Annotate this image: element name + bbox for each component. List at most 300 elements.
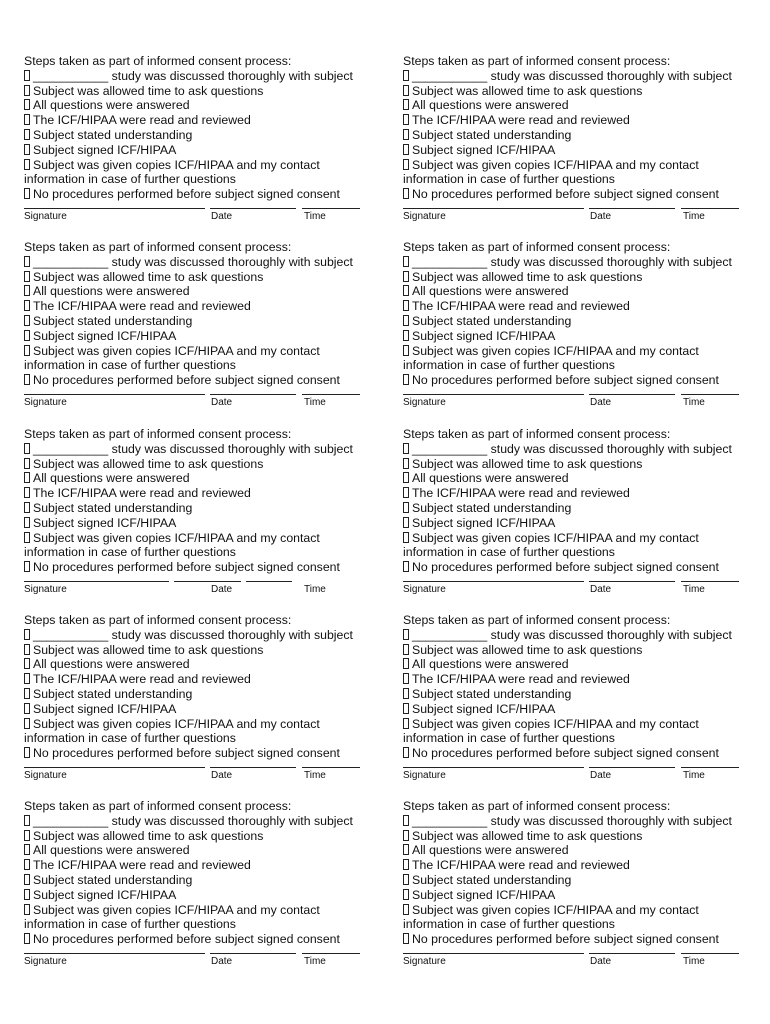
checkbox-icon[interactable] [403, 644, 409, 655]
checklist-item [24, 501, 376, 516]
signature-label: Signature [24, 584, 67, 595]
item-label: Subject was allowed time to ask questions [412, 828, 643, 843]
signature-label: Signature [24, 211, 67, 222]
signature-row [403, 394, 755, 414]
checklist-item [403, 843, 755, 858]
item-label: The ICF/HIPAA were read and reviewed [33, 486, 251, 501]
study-name-blank[interactable]: ___________ [33, 813, 109, 828]
item-label: Subject was given copies ICF/HIPAA and my contact [412, 157, 699, 172]
time-line[interactable] [302, 394, 360, 395]
time-label: Time [683, 211, 705, 222]
block-heading: Steps taken as part of informed consent process: [24, 427, 292, 441]
checkbox-icon[interactable] [24, 933, 30, 944]
item-label: Subject was given copies ICF/HIPAA and my contact [412, 716, 699, 731]
time-line[interactable] [681, 953, 739, 954]
item-label: All questions were answered [33, 657, 190, 672]
checkbox-icon[interactable] [24, 502, 30, 513]
checkbox-icon[interactable] [403, 532, 409, 543]
date-line[interactable] [589, 581, 675, 582]
checkbox-icon[interactable] [403, 256, 409, 267]
checkbox-icon[interactable] [24, 561, 30, 572]
date-line[interactable] [589, 208, 675, 209]
time-label: Time [683, 397, 705, 408]
checklist-item [403, 344, 755, 359]
item-label: The ICF/HIPAA were read and reviewed [412, 486, 630, 501]
checklist-item [24, 858, 376, 873]
checkbox-icon[interactable] [403, 70, 409, 81]
consent-block [403, 427, 755, 595]
signature-line[interactable] [24, 394, 205, 395]
checkbox-icon[interactable] [24, 374, 30, 385]
checkbox-icon[interactable] [403, 718, 409, 729]
item-label: No procedures performed before subject signed consent [412, 187, 719, 202]
checkbox-icon[interactable] [403, 517, 409, 528]
item-label: Subject stated understanding [412, 872, 572, 887]
item-label: information in case of further questions [403, 358, 615, 373]
time-label: Time [304, 770, 326, 781]
time-line[interactable] [302, 953, 360, 954]
checklist-item [24, 888, 376, 903]
checkbox-icon[interactable] [24, 815, 30, 826]
checklist-item [403, 98, 755, 113]
checklist-item-continued [403, 917, 755, 932]
time-label: Time [304, 211, 326, 222]
consent-block [403, 240, 755, 408]
checkbox-icon[interactable] [403, 658, 409, 669]
signature-label: Signature [403, 211, 446, 222]
checkbox-icon[interactable] [403, 374, 409, 385]
checkbox-icon[interactable] [24, 443, 30, 454]
date-label: Date [211, 770, 233, 781]
checklist-item [24, 84, 376, 99]
item-label: All questions were answered [412, 284, 569, 299]
checkbox-icon[interactable] [24, 159, 30, 170]
checkbox-icon[interactable] [24, 345, 30, 356]
consent-block [403, 613, 755, 781]
checklist-item [403, 873, 755, 888]
date-line[interactable] [210, 953, 296, 954]
checkbox-icon[interactable] [403, 443, 409, 454]
signature-label: Signature [24, 397, 67, 408]
item-label: The ICF/HIPAA were read and reviewed [412, 299, 630, 314]
date-line[interactable] [210, 208, 296, 209]
block-heading: Steps taken as part of informed consent process: [403, 427, 671, 441]
signature-label: Signature [403, 956, 446, 967]
signature-line[interactable] [24, 953, 205, 954]
signature-line[interactable] [403, 767, 584, 768]
checkbox-icon[interactable] [24, 487, 30, 498]
item-label: Subject signed ICF/HIPAA [33, 701, 177, 716]
checkbox-icon[interactable] [24, 144, 30, 155]
time-line[interactable] [246, 581, 292, 582]
checklist-item-continued [24, 731, 376, 746]
signature-label: Signature [403, 770, 446, 781]
time-line[interactable] [681, 208, 739, 209]
checklist-item [403, 858, 755, 873]
checklist-item [24, 143, 376, 158]
time-label: Time [683, 770, 705, 781]
item-label: No procedures performed before subject signed consent [412, 560, 719, 575]
item-label: Subject was allowed time to ask questions [33, 83, 264, 98]
checklist-item [403, 903, 755, 918]
item-label: study was discussed thoroughly with subject [490, 813, 732, 828]
checkbox-icon[interactable] [403, 458, 409, 469]
item-label: No procedures performed before subject signed consent [33, 187, 340, 202]
checkbox-icon[interactable] [403, 747, 409, 758]
time-line[interactable] [681, 394, 739, 395]
item-label: study was discussed thoroughly with subject [111, 813, 353, 828]
item-label: Subject signed ICF/HIPAA [33, 515, 177, 530]
checkbox-icon[interactable] [403, 285, 409, 296]
date-label: Date [590, 397, 612, 408]
checklist-item [403, 270, 755, 285]
item-label: Subject signed ICF/HIPAA [33, 328, 177, 343]
checklist-item [24, 69, 376, 84]
checkbox-icon[interactable] [24, 315, 30, 326]
checklist-item [24, 814, 376, 829]
checkbox-icon[interactable] [24, 70, 30, 81]
checkbox-icon[interactable] [403, 673, 409, 684]
study-name-blank[interactable]: ___________ [412, 68, 488, 83]
checklist-item [24, 329, 376, 344]
signature-line[interactable] [403, 208, 584, 209]
checklist-item [403, 128, 755, 143]
checkbox-icon[interactable] [24, 129, 30, 140]
item-label: study was discussed thoroughly with subject [111, 627, 353, 642]
block-heading: Steps taken as part of informed consent process: [24, 799, 292, 813]
checklist-item [24, 158, 376, 173]
consent-block [24, 54, 376, 222]
item-label: information in case of further questions [403, 172, 615, 187]
checklist-item [24, 687, 376, 702]
date-line[interactable] [174, 581, 241, 582]
time-label: Time [304, 397, 326, 408]
checkbox-icon[interactable] [24, 718, 30, 729]
item-label: information in case of further questions [403, 731, 615, 746]
checklist-item-continued [403, 358, 755, 373]
checkbox-icon[interactable] [24, 517, 30, 528]
checklist-item [403, 814, 755, 829]
item-label: The ICF/HIPAA were read and reviewed [33, 858, 251, 873]
signature-row [24, 953, 376, 973]
time-line[interactable] [681, 767, 739, 768]
checkbox-icon[interactable] [24, 673, 30, 684]
signature-row [403, 208, 755, 228]
checkbox-icon[interactable] [403, 315, 409, 326]
signature-row [403, 767, 755, 787]
study-name-blank[interactable]: ___________ [33, 68, 109, 83]
item-label: Subject was allowed time to ask questions [33, 269, 264, 284]
signature-line[interactable] [24, 767, 205, 768]
date-line[interactable] [589, 767, 675, 768]
checklist-item [24, 531, 376, 546]
time-label: Time [304, 956, 326, 967]
study-name-blank[interactable]: ___________ [33, 627, 109, 642]
checkbox-icon[interactable] [403, 859, 409, 870]
checkbox-icon[interactable] [403, 330, 409, 341]
signature-row [24, 581, 376, 601]
checklist-item [24, 643, 376, 658]
checklist-item [403, 471, 755, 486]
item-label: Subject was given copies ICF/HIPAA and my contact [33, 343, 320, 358]
block-heading: Steps taken as part of informed consent process: [24, 54, 292, 68]
checklist-item [403, 457, 755, 472]
item-label: The ICF/HIPAA were read and reviewed [412, 672, 630, 687]
item-label: Subject was allowed time to ask questions [33, 456, 264, 471]
checkbox-icon[interactable] [24, 830, 30, 841]
consent-block [24, 427, 376, 595]
date-label: Date [211, 397, 233, 408]
item-label: information in case of further questions [24, 731, 236, 746]
checklist-item [403, 746, 755, 761]
item-label: Subject was given copies ICF/HIPAA and my contact [412, 530, 699, 545]
checklist-item [24, 299, 376, 314]
checkbox-icon[interactable] [24, 844, 30, 855]
checklist-item [24, 270, 376, 285]
checkbox-icon[interactable] [403, 874, 409, 885]
checklist-item [403, 255, 755, 270]
checklist-item-continued [403, 731, 755, 746]
signature-label: Signature [24, 770, 67, 781]
checklist-item [403, 84, 755, 99]
checkbox-icon[interactable] [24, 458, 30, 469]
checkbox-icon[interactable] [24, 644, 30, 655]
signature-row [24, 394, 376, 414]
checkbox-icon[interactable] [403, 688, 409, 699]
signature-line[interactable] [403, 953, 584, 954]
checklist-item [403, 501, 755, 516]
study-name-blank[interactable]: ___________ [412, 627, 488, 642]
checkbox-icon[interactable] [403, 144, 409, 155]
checkbox-icon[interactable] [24, 532, 30, 543]
checkbox-icon[interactable] [24, 874, 30, 885]
checklist-item [24, 932, 376, 947]
signature-line[interactable] [403, 394, 584, 395]
checkbox-icon[interactable] [403, 85, 409, 96]
date-line[interactable] [210, 767, 296, 768]
checklist-item [403, 702, 755, 717]
checkbox-icon[interactable] [24, 114, 30, 125]
item-label: Subject was given copies ICF/HIPAA and my contact [33, 530, 320, 545]
checklist-item [24, 442, 376, 457]
checkbox-icon[interactable] [403, 472, 409, 483]
checklist-item [24, 717, 376, 732]
checkbox-icon[interactable] [24, 629, 30, 640]
checkbox-icon[interactable] [403, 188, 409, 199]
item-label: Subject was allowed time to ask questions [412, 456, 643, 471]
checklist-item [403, 69, 755, 84]
checkbox-icon[interactable] [24, 658, 30, 669]
study-name-blank[interactable]: ___________ [412, 441, 488, 456]
date-label: Date [211, 956, 233, 967]
checkbox-icon[interactable] [24, 859, 30, 870]
checkbox-icon[interactable] [24, 256, 30, 267]
checkbox-icon[interactable] [24, 330, 30, 341]
block-heading: Steps taken as part of informed consent process: [24, 613, 292, 627]
checklist-item [24, 516, 376, 531]
item-label: All questions were answered [33, 843, 190, 858]
item-label: Subject stated understanding [412, 313, 572, 328]
checklist-item [24, 98, 376, 113]
checkbox-icon[interactable] [24, 271, 30, 282]
checkbox-icon[interactable] [24, 889, 30, 900]
item-label: Subject was given copies ICF/HIPAA and my contact [412, 902, 699, 917]
checklist-item [24, 344, 376, 359]
checkbox-icon[interactable] [403, 561, 409, 572]
item-label: information in case of further questions [24, 917, 236, 932]
item-label: Subject was allowed time to ask questions [412, 83, 643, 98]
checkbox-icon[interactable] [403, 904, 409, 915]
date-line[interactable] [589, 394, 675, 395]
checklist-item [403, 299, 755, 314]
checkbox-icon[interactable] [403, 830, 409, 841]
checklist-item [403, 888, 755, 903]
item-label: Subject was allowed time to ask questions [33, 642, 264, 657]
checklist-item [24, 284, 376, 299]
checkbox-icon[interactable] [403, 815, 409, 826]
item-label: The ICF/HIPAA were read and reviewed [412, 113, 630, 128]
consent-block [24, 240, 376, 408]
checklist-item [403, 932, 755, 947]
time-label: Time [683, 584, 705, 595]
checkbox-icon[interactable] [24, 747, 30, 758]
checklist-item [24, 471, 376, 486]
checkbox-icon[interactable] [24, 300, 30, 311]
checklist-item-continued [24, 358, 376, 373]
item-label: Subject signed ICF/HIPAA [412, 515, 556, 530]
item-label: No procedures performed before subject signed consent [33, 932, 340, 947]
item-label: information in case of further questions [24, 172, 236, 187]
study-name-blank[interactable]: ___________ [412, 813, 488, 828]
item-label: information in case of further questions [403, 545, 615, 560]
checklist-item [403, 516, 755, 531]
item-label: The ICF/HIPAA were read and reviewed [33, 299, 251, 314]
checklist-item [403, 314, 755, 329]
study-name-blank[interactable]: ___________ [33, 441, 109, 456]
checkbox-icon[interactable] [403, 300, 409, 311]
item-label: Subject was allowed time to ask questions [412, 642, 643, 657]
item-label: Subject stated understanding [412, 500, 572, 515]
item-label: The ICF/HIPAA were read and reviewed [412, 858, 630, 873]
checklist-item-continued [24, 172, 376, 187]
date-line[interactable] [210, 394, 296, 395]
checklist-item [24, 486, 376, 501]
signature-label: Signature [403, 584, 446, 595]
consent-block [24, 799, 376, 967]
checkbox-icon[interactable] [24, 703, 30, 714]
item-label: All questions were answered [33, 471, 190, 486]
checklist-item [24, 903, 376, 918]
item-label: Subject signed ICF/HIPAA [33, 887, 177, 902]
signature-line[interactable] [24, 581, 169, 582]
signature-line[interactable] [24, 208, 205, 209]
item-label: Subject stated understanding [412, 686, 572, 701]
checklist-item [24, 128, 376, 143]
checkbox-icon[interactable] [24, 99, 30, 110]
signature-row [403, 953, 755, 973]
item-label: study was discussed thoroughly with subject [490, 441, 732, 456]
checkbox-icon[interactable] [403, 889, 409, 900]
item-label: No procedures performed before subject signed consent [33, 560, 340, 575]
checklist-item [403, 187, 755, 202]
date-line[interactable] [589, 953, 675, 954]
item-label: All questions were answered [33, 98, 190, 113]
study-name-blank[interactable]: ___________ [33, 254, 109, 269]
time-label: Time [683, 956, 705, 967]
checklist-item [403, 486, 755, 501]
checkbox-icon[interactable] [403, 629, 409, 640]
date-label: Date [590, 770, 612, 781]
date-label: Date [211, 584, 233, 595]
item-label: Subject signed ICF/HIPAA [412, 142, 556, 157]
checkbox-icon[interactable] [24, 85, 30, 96]
study-name-blank[interactable]: ___________ [412, 254, 488, 269]
checklist-item [24, 113, 376, 128]
checkbox-icon[interactable] [403, 99, 409, 110]
item-label: study was discussed thoroughly with subject [111, 254, 353, 269]
checklist-item [24, 829, 376, 844]
block-heading: Steps taken as part of informed consent process: [403, 799, 671, 813]
item-label: All questions were answered [412, 471, 569, 486]
time-line[interactable] [302, 208, 360, 209]
checklist-item [403, 657, 755, 672]
item-label: Subject signed ICF/HIPAA [412, 328, 556, 343]
checklist-item [24, 657, 376, 672]
item-label: Subject was given copies ICF/HIPAA and my contact [33, 157, 320, 172]
checkbox-icon[interactable] [403, 933, 409, 944]
checkbox-icon[interactable] [24, 472, 30, 483]
checkbox-icon[interactable] [403, 271, 409, 282]
item-label: Subject signed ICF/HIPAA [33, 142, 177, 157]
checkbox-icon[interactable] [24, 188, 30, 199]
item-label: Subject was given copies ICF/HIPAA and my contact [33, 716, 320, 731]
date-label: Date [590, 584, 612, 595]
checklist-item [403, 373, 755, 388]
time-line[interactable] [681, 581, 739, 582]
checklist-item [403, 687, 755, 702]
item-label: Subject was allowed time to ask questions [412, 269, 643, 284]
item-label: Subject was allowed time to ask questions [33, 828, 264, 843]
signature-line[interactable] [403, 581, 584, 582]
item-label: All questions were answered [412, 657, 569, 672]
item-label: study was discussed thoroughly with subject [490, 254, 732, 269]
item-label: Subject stated understanding [33, 872, 193, 887]
checkbox-icon[interactable] [403, 114, 409, 125]
checkbox-icon[interactable] [403, 487, 409, 498]
checklist-item [24, 255, 376, 270]
time-label: Time [304, 584, 326, 595]
item-label: study was discussed thoroughly with subject [111, 441, 353, 456]
checkbox-icon[interactable] [403, 159, 409, 170]
checklist-item-continued [24, 545, 376, 560]
checkbox-icon[interactable] [403, 844, 409, 855]
checkbox-icon[interactable] [24, 904, 30, 915]
checkbox-icon[interactable] [24, 285, 30, 296]
consent-block [403, 799, 755, 967]
checkbox-icon[interactable] [403, 502, 409, 513]
checklist-item [24, 843, 376, 858]
time-line[interactable] [302, 767, 360, 768]
block-heading: Steps taken as part of informed consent process: [403, 54, 671, 68]
checklist-item [403, 672, 755, 687]
checklist-item [403, 158, 755, 173]
checkbox-icon[interactable] [403, 129, 409, 140]
checkbox-icon[interactable] [403, 345, 409, 356]
date-label: Date [590, 211, 612, 222]
item-label: All questions were answered [412, 843, 569, 858]
checkbox-icon[interactable] [403, 703, 409, 714]
checkbox-icon[interactable] [24, 688, 30, 699]
